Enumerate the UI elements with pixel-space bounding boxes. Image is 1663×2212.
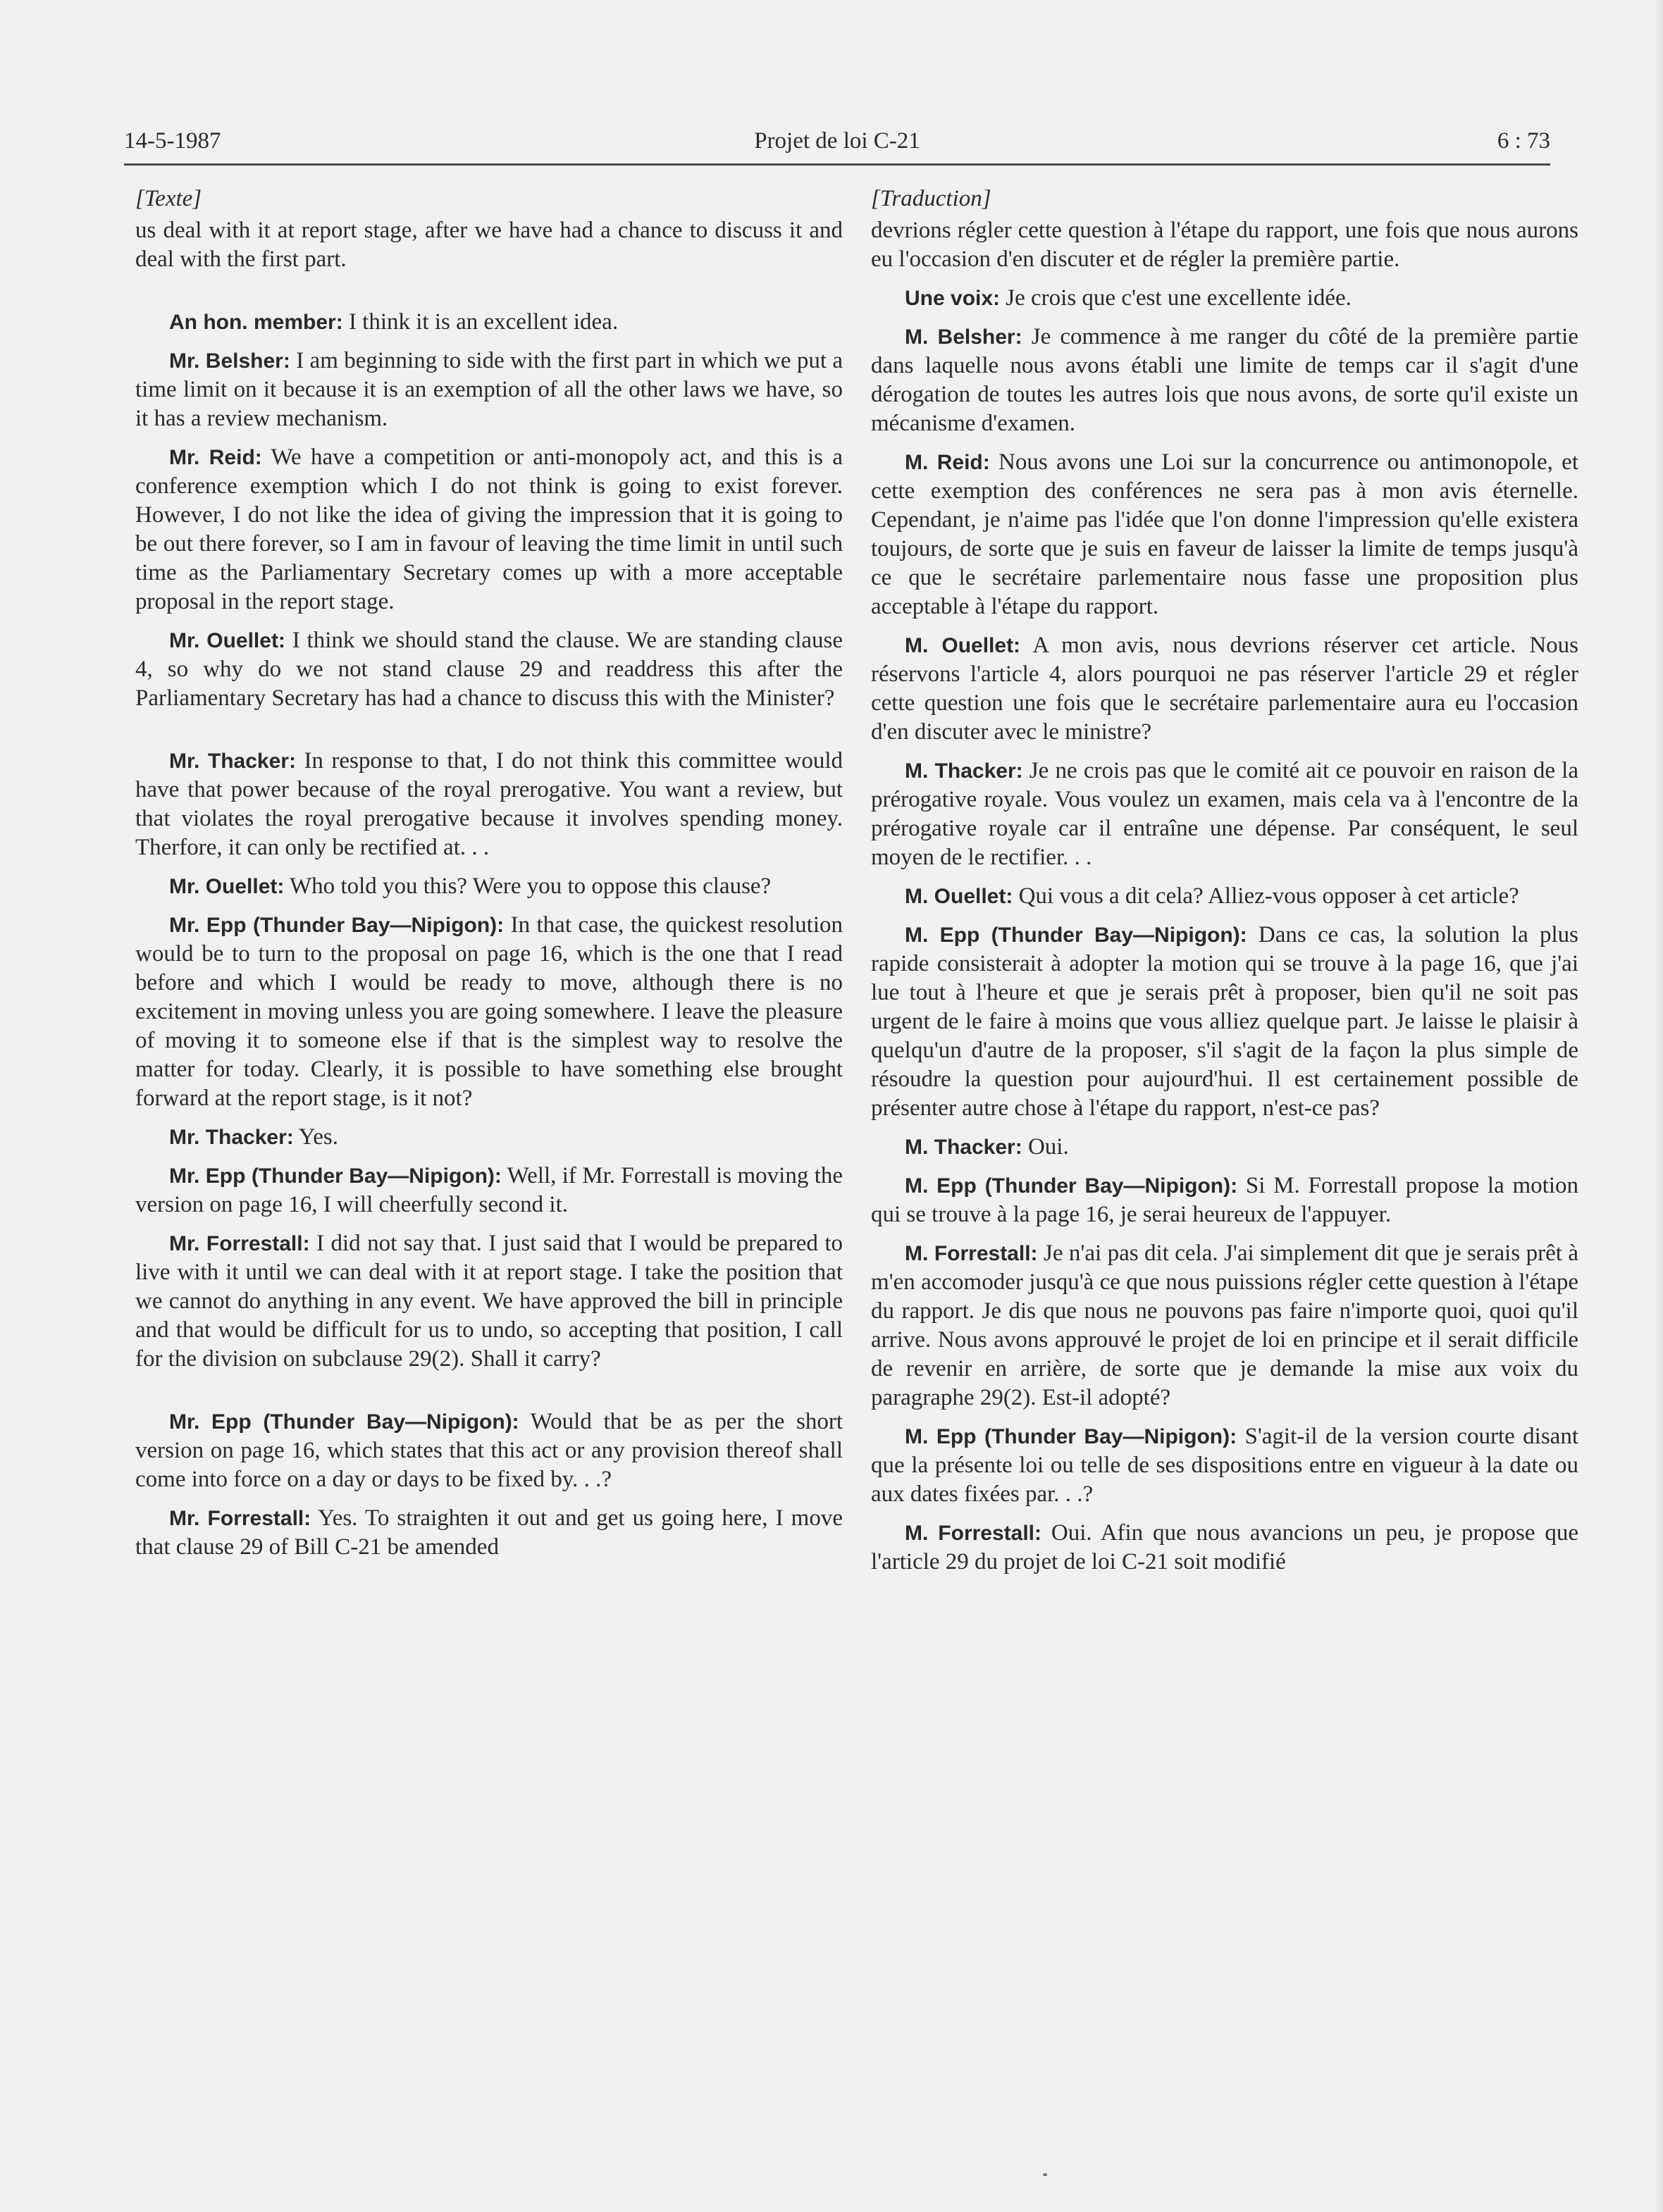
opening-paragraph: us deal with it at report stage, after we have had a chance to discuss it and deal with the first part.: [135, 218, 843, 272]
speech-paragraph: [871, 1422, 1578, 1509]
speaker-name: Mr. Epp (Thunder Bay—Nipigon):: [169, 1164, 502, 1188]
speech-paragraph: [871, 757, 1578, 872]
spacer: [135, 1384, 843, 1408]
speech-text: Dans ce cas, la solution la plus rapide consisterait à adopter la motion qui se trouve à la page 16, que j'ai lue tout à l'heure et que je serais prêt à proposer, bien qu'il ne soit pas urgent de le faire à moins que vous alliez quelque part. Je laisse le plaisir à quelqu'un d'autre de la proposer, s'il s'agit de la façon la plus simple de résoudre la question pour aujourd'hui. Il est certainement possible de présenter autre chose à l'étape du rapport, n'est-ce pas?: [871, 922, 1578, 1121]
speaker-name: M. Forrestall:: [905, 1522, 1041, 1545]
speech-paragraph: [135, 443, 843, 616]
speech-paragraph: [871, 1133, 1578, 1162]
page-header: [124, 124, 1550, 163]
speech-text: Je ne crois pas que le comité ait ce pouvoir en raison de la prérogative royale. Vous voulez un examen, mais cela va à l'encontre de la prérogative royale car il entraîne une dépense. Par conséquent, le seul moyen de le rectifier. . .: [871, 758, 1578, 870]
speech-text: Would that be as per the short version on page 16, which states that this act or any provision thereof shall come into force on a day or days to be fixed by. . .?: [135, 1409, 843, 1492]
speaker-name: Mr. Epp (Thunder Bay—Nipigon):: [169, 1410, 519, 1434]
spacer: [135, 723, 843, 747]
speech-text: We have a competition or anti-monopoly act, and this is a conference exemption which I do not think is going to exist forever. However, I do not like the idea of giving the impression that it is going to be out there forever, so I am in favour of leaving the time limit in until such time as the Parliamentary Secretary comes up with a more acceptable proposal in the report stage.: [135, 445, 843, 614]
speech-paragraph: [135, 626, 843, 713]
speech-paragraph: [135, 872, 843, 901]
speaker-name: M. Belsher:: [905, 325, 1022, 349]
speech-text: A mon avis, nous devrions réserver cet article. Nous réservons l'article 4, alors pourquoi ne pas réserver l'article 29 et régler cette question une fois que le secrétaire parlementaire aura eu l'occasion d'en discuter avec le ministre?: [871, 633, 1579, 745]
speech-text: Oui.: [1022, 1134, 1069, 1160]
speaker-name: M. Thacker:: [905, 1136, 1022, 1159]
speaker-name: Mr. Thacker:: [169, 750, 296, 773]
language-label: [Traduction]: [871, 186, 991, 211]
speech-paragraph: [871, 448, 1578, 621]
speech-text: I think we should stand the clause. We are standing clause 4, so why do we not stand clause 29 and readdress this after the Parliamentary Secretary has had a chance to discuss this with the Minister?: [135, 628, 843, 711]
speech-text: I am beginning to side with the first part in which we put a time limit on it because it is an exemption of all the other laws we have, so it has a review mechanism.: [135, 348, 843, 431]
speaker-name: Mr. Thacker:: [169, 1126, 294, 1149]
speaker-name: M. Ouellet:: [905, 885, 1013, 908]
header-rule: [124, 163, 1550, 166]
speech-paragraph: [135, 1123, 843, 1152]
speaker-name: M. Reid:: [905, 451, 990, 474]
speaker-name: M. Thacker:: [905, 759, 1023, 783]
speech-text: Je crois que c'est une excellente idée.: [1000, 285, 1352, 311]
speech-text: Qui vous a dit cela? Alliez-vous opposer à cet article?: [1013, 883, 1519, 909]
scan-speck: [1043, 2173, 1047, 2176]
speaker-name: Mr. Ouellet:: [169, 629, 285, 652]
speaker-name: M. Forrestall:: [905, 1242, 1038, 1265]
speech-paragraph: [871, 1239, 1578, 1412]
speaker-name: Une voix:: [905, 287, 1001, 310]
speech-text: Well, if Mr. Forrestall is moving the version on page 16, I will cheerfully second it.: [135, 1163, 843, 1217]
header-date: 14-5-1987: [124, 128, 221, 154]
speaker-name: Mr. Ouellet:: [169, 875, 285, 898]
speech-text: In that case, the quickest resolution would be to turn to the proposal on page 16, which is the one that I read before and which I would be ready to move, although there is no excitement in moving unless you are going somewhere. I leave the pleasure of moving it to someone else if that is the simplest way to resolve the matter for today. Clearly, it is possible to have something else brought forward at the report stage, is it not?: [135, 912, 843, 1111]
speech-paragraph: [871, 323, 1578, 438]
speech-paragraph: [871, 882, 1578, 911]
speaker-name: Mr. Epp (Thunder Bay—Nipigon):: [169, 914, 505, 937]
opening-paragraph: devrions régler cette question à l'étape du rapport, une fois que nous aurons eu l'occasion d'en discuter et de régler la première partie.: [871, 218, 1578, 272]
speech-text: Yes. To straighten it out and get us going here, I move that clause 29 of Bill C-21 be amended: [135, 1505, 843, 1560]
speech-paragraph: [135, 1229, 843, 1374]
speaker-name: Mr. Belsher:: [169, 349, 290, 373]
speech-paragraph: [135, 1408, 843, 1494]
speech-text: Si M. Forrestall propose la motion qui se trouve à la page 16, je serai heureux de l'appuyer.: [871, 1173, 1579, 1227]
speech-paragraph: [135, 1162, 843, 1219]
speech-paragraph: [871, 284, 1578, 313]
speaker-name: Mr. Forrestall:: [169, 1507, 311, 1530]
speech-paragraph: [871, 631, 1578, 747]
speech-paragraph: [135, 747, 843, 862]
language-label: [Texte]: [135, 186, 202, 211]
speaker-name: An hon. member:: [169, 311, 343, 334]
speaker-name: Mr. Forrestall:: [169, 1232, 310, 1255]
speaker-name: M. Epp (Thunder Bay—Nipigon):: [905, 1174, 1238, 1198]
speech-paragraph: [135, 1504, 843, 1562]
speech-paragraph: [871, 921, 1578, 1123]
speech-text: S'agit-il de la version courte disant que la présente loi ou telle de ses dispositions entre en vigueur à la date ou aux dates fixées par. . .?: [871, 1424, 1578, 1507]
speech-text: Je n'ai pas dit cela. J'ai simplement dit que je serais prêt à m'en accomoder jusqu'à ce que nous puissions régler cette question à l'étape du rapport. Je dis que nous ne pouvons pas faire n'importe quoi, quoi qu'il arrive. Nous avons approuvé le projet de loi en principe et il serait difficile de revenir en arrière, de sorte que je demande la mise aux voix du paragraphe 29(2). Est-il adopté?: [871, 1241, 1578, 1410]
speaker-name: M. Epp (Thunder Bay—Nipigon):: [905, 1425, 1237, 1448]
speech-text: In response to that, I do not think this committee would have that power because of the royal prerogative. You want a review, but that violates the royal prerogative because it involves spending money. Therfore, it can only be rectified at. . .: [135, 748, 843, 860]
speech-text: Je commence à me ranger du côté de la première partie dans laquelle nous avons établi une limite de temps car il s'agit d'une dérogation de toutes les autres lois que nous avons, de sorte qu'il existe un mécanisme d'examen.: [871, 324, 1578, 436]
speech-text: Yes.: [293, 1124, 339, 1150]
speech-text: Nous avons une Loi sur la concurrence ou antimonopole, et cette exemption des conférences ne sera pas à mon avis éternelle. Cependant, je n'aime pas l'idée que l'on donne l'impression qu'elle existera toujours, de sorte que je suis en faveur de laisser la limite de temps jusqu'à ce que le secrétaire parlementaire nous fasse une proposition plus acceptable à l'étape du rapport.: [871, 449, 1578, 619]
speech-paragraph: [135, 347, 843, 433]
speech-paragraph: [871, 1519, 1578, 1577]
speech-text: Who told you this? Were you to oppose this clause?: [284, 874, 772, 899]
speech-text: I did not say that. I just said that I would be prepared to live with it until we can deal with it at report stage. I take the position that we cannot do anything in any event. We have approved the bill in principle and that would be difficult for us to undo, so accepting that position, I call for the division on subclause 29(2). Shall it carry?: [135, 1231, 843, 1372]
speaker-name: M. Epp (Thunder Bay—Nipigon):: [905, 924, 1247, 947]
speech-paragraph: [135, 911, 843, 1113]
speech-text: Oui. Afin que nous avancions un peu, je propose que l'article 29 du projet de loi C-21 soit modifié: [871, 1520, 1578, 1574]
speech-paragraph: [871, 1172, 1578, 1229]
header-page-number: 6 : 73: [1497, 128, 1550, 154]
speech-paragraph: [135, 308, 843, 337]
spacer: [135, 284, 843, 308]
speaker-name: M. Ouellet:: [905, 634, 1021, 657]
header-title: Projet de loi C-21: [754, 128, 920, 154]
english-column: [135, 185, 843, 1572]
speaker-name: Mr. Reid:: [169, 446, 262, 469]
page-edge-shadow: [1653, 0, 1663, 2212]
french-column: [871, 185, 1578, 1586]
speech-text: I think it is an excellent idea.: [342, 309, 619, 335]
